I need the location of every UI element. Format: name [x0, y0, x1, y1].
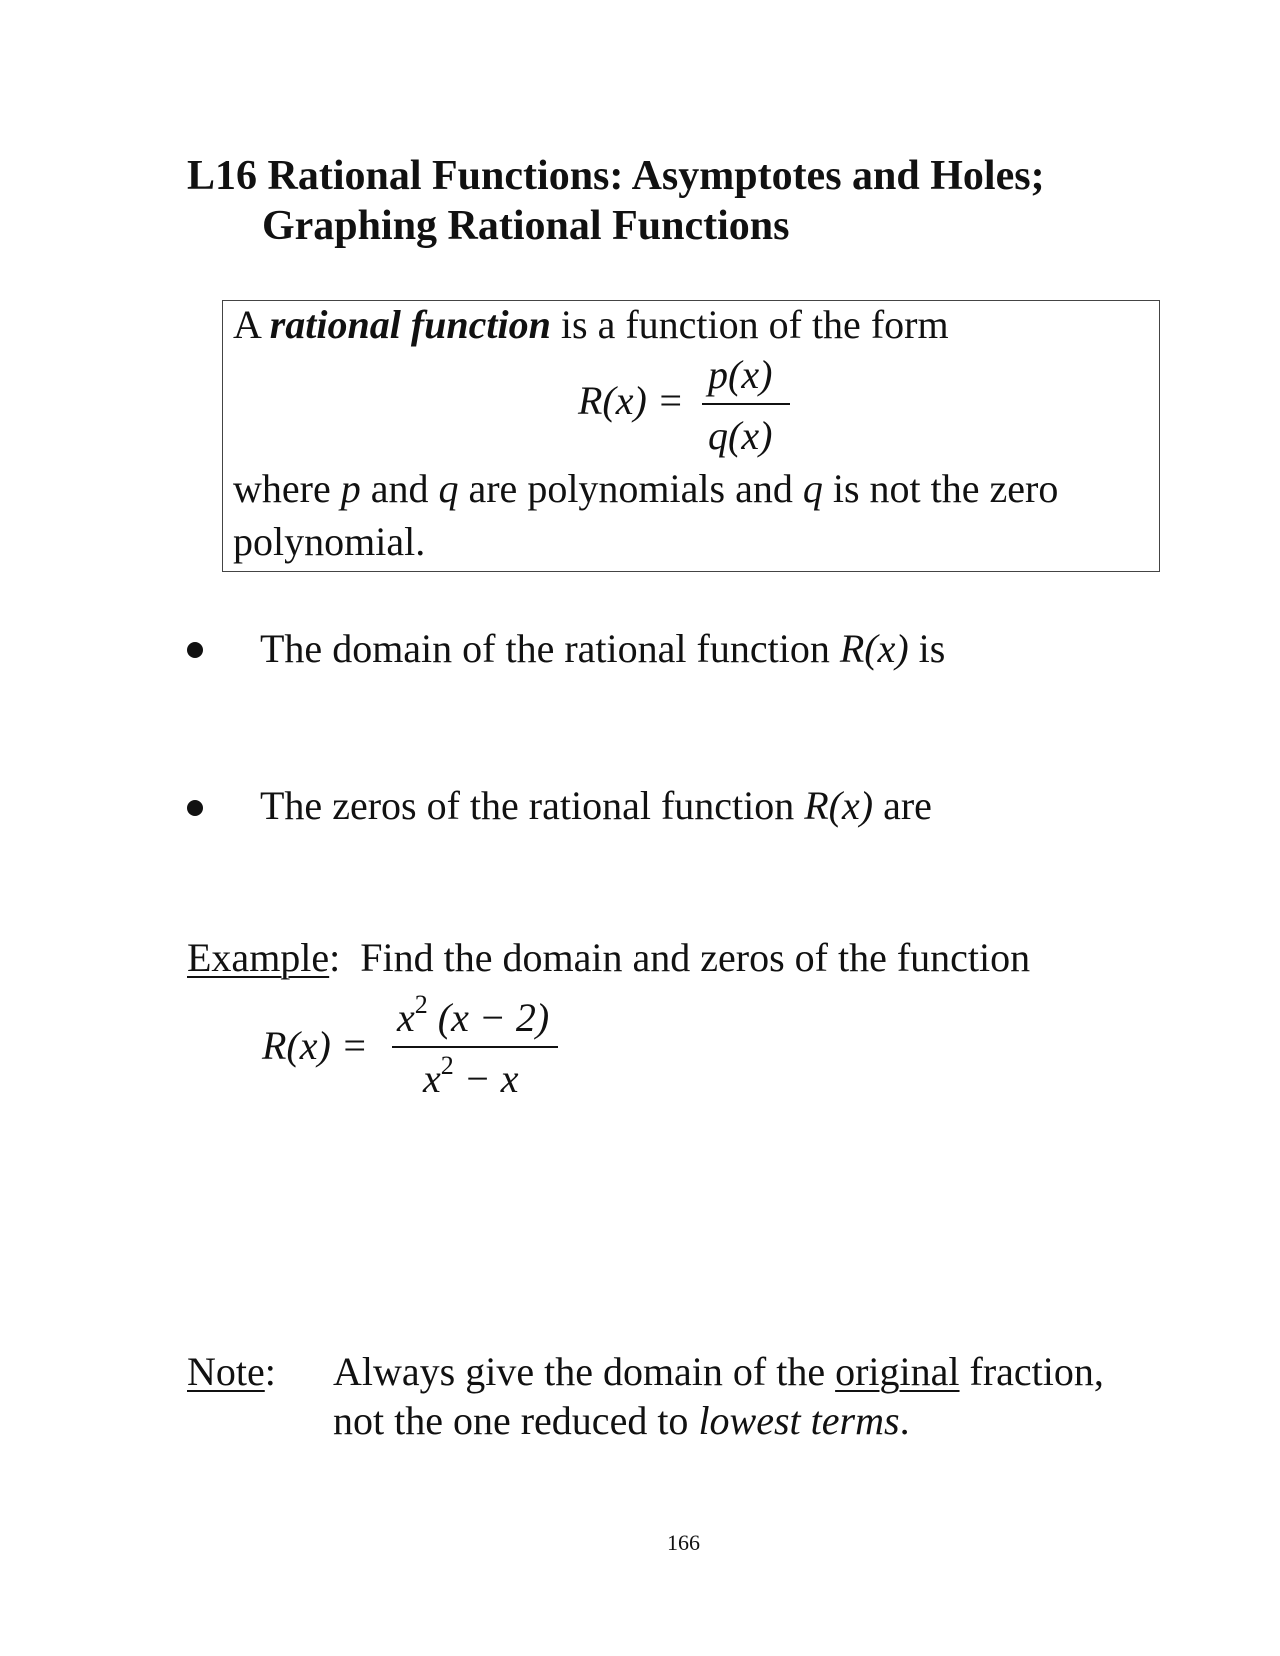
- bullet-domain-text: The domain of the rational function: [260, 626, 830, 671]
- note-colon: :: [264, 1349, 276, 1394]
- definition-lead-a: A: [233, 302, 260, 347]
- example-formula-lhs: R(x) =: [262, 1023, 368, 1068]
- example-formula-numerator: [397, 990, 550, 1046]
- where-text-1: where: [233, 466, 331, 511]
- note-label: Note: [187, 1349, 265, 1394]
- note-line2-a: not the one reduced to: [333, 1398, 689, 1443]
- bullet-dot-1: [187, 642, 203, 658]
- definition-last-line: polynomial.: [233, 519, 426, 564]
- note-line2-end: .: [899, 1398, 910, 1443]
- where-text-3: are polynomials and: [468, 466, 793, 511]
- numerator-rest: (x − 2): [437, 995, 550, 1040]
- note-label-group: [187, 1349, 276, 1395]
- definition-formula-denominator: q(x): [708, 413, 773, 458]
- bullet-domain-tail: is: [918, 626, 946, 671]
- definition-term: rational function: [269, 302, 551, 347]
- bullet-zeros-tail: are: [883, 783, 932, 828]
- bullet-domain-math: R(x): [839, 626, 909, 671]
- definition-lead: [233, 302, 949, 348]
- bullet-zeros-math: R(x): [804, 783, 874, 828]
- note-line1-b: fraction,: [969, 1349, 1104, 1394]
- definition-formula-numerator: p(x): [708, 352, 773, 397]
- definition-lead-rest: is a function of the form: [560, 302, 949, 347]
- note-line-1: [333, 1349, 1104, 1395]
- definition-formula-lhs: R(x) =: [578, 378, 684, 423]
- note-original: original: [835, 1349, 960, 1394]
- example-colon: :: [329, 935, 341, 980]
- example-line: [187, 935, 1030, 981]
- bullet-zeros: [260, 783, 932, 829]
- page-title-line-1: L16 Rational Functions: Asymptotes and Holes;: [187, 153, 1045, 199]
- example-fraction-bar: [392, 1046, 558, 1048]
- numerator-exponent: 2: [414, 990, 428, 1019]
- bullet-zeros-text: The zeros of the rational function: [260, 783, 795, 828]
- note-line-2: [333, 1398, 910, 1444]
- where-text-2: and: [370, 466, 429, 511]
- definition-where-line: [233, 466, 1058, 512]
- definition-fraction-bar: [702, 403, 790, 405]
- var-p: p: [340, 466, 361, 511]
- denominator-rest: − x: [463, 1056, 519, 1101]
- bullet-dot-2: [187, 800, 203, 816]
- page-number: 166: [667, 1530, 700, 1555]
- example-text: Find the domain and zeros of the function: [360, 935, 1031, 980]
- var-q: q: [438, 466, 459, 511]
- denominator-exponent: 2: [440, 1051, 454, 1080]
- page-title-line-2: Graphing Rational Functions: [262, 203, 790, 249]
- example-label: Example: [187, 935, 330, 980]
- where-text-4: is not the zero: [832, 466, 1059, 511]
- denominator-base: x: [423, 1056, 441, 1101]
- var-q-2: q: [802, 466, 823, 511]
- note-line1-a: Always give the domain of the: [333, 1349, 826, 1394]
- note-lowest-terms: lowest terms: [698, 1398, 900, 1443]
- example-formula-denominator: [423, 1051, 519, 1107]
- numerator-base: x: [397, 995, 415, 1040]
- bullet-domain: [260, 626, 945, 672]
